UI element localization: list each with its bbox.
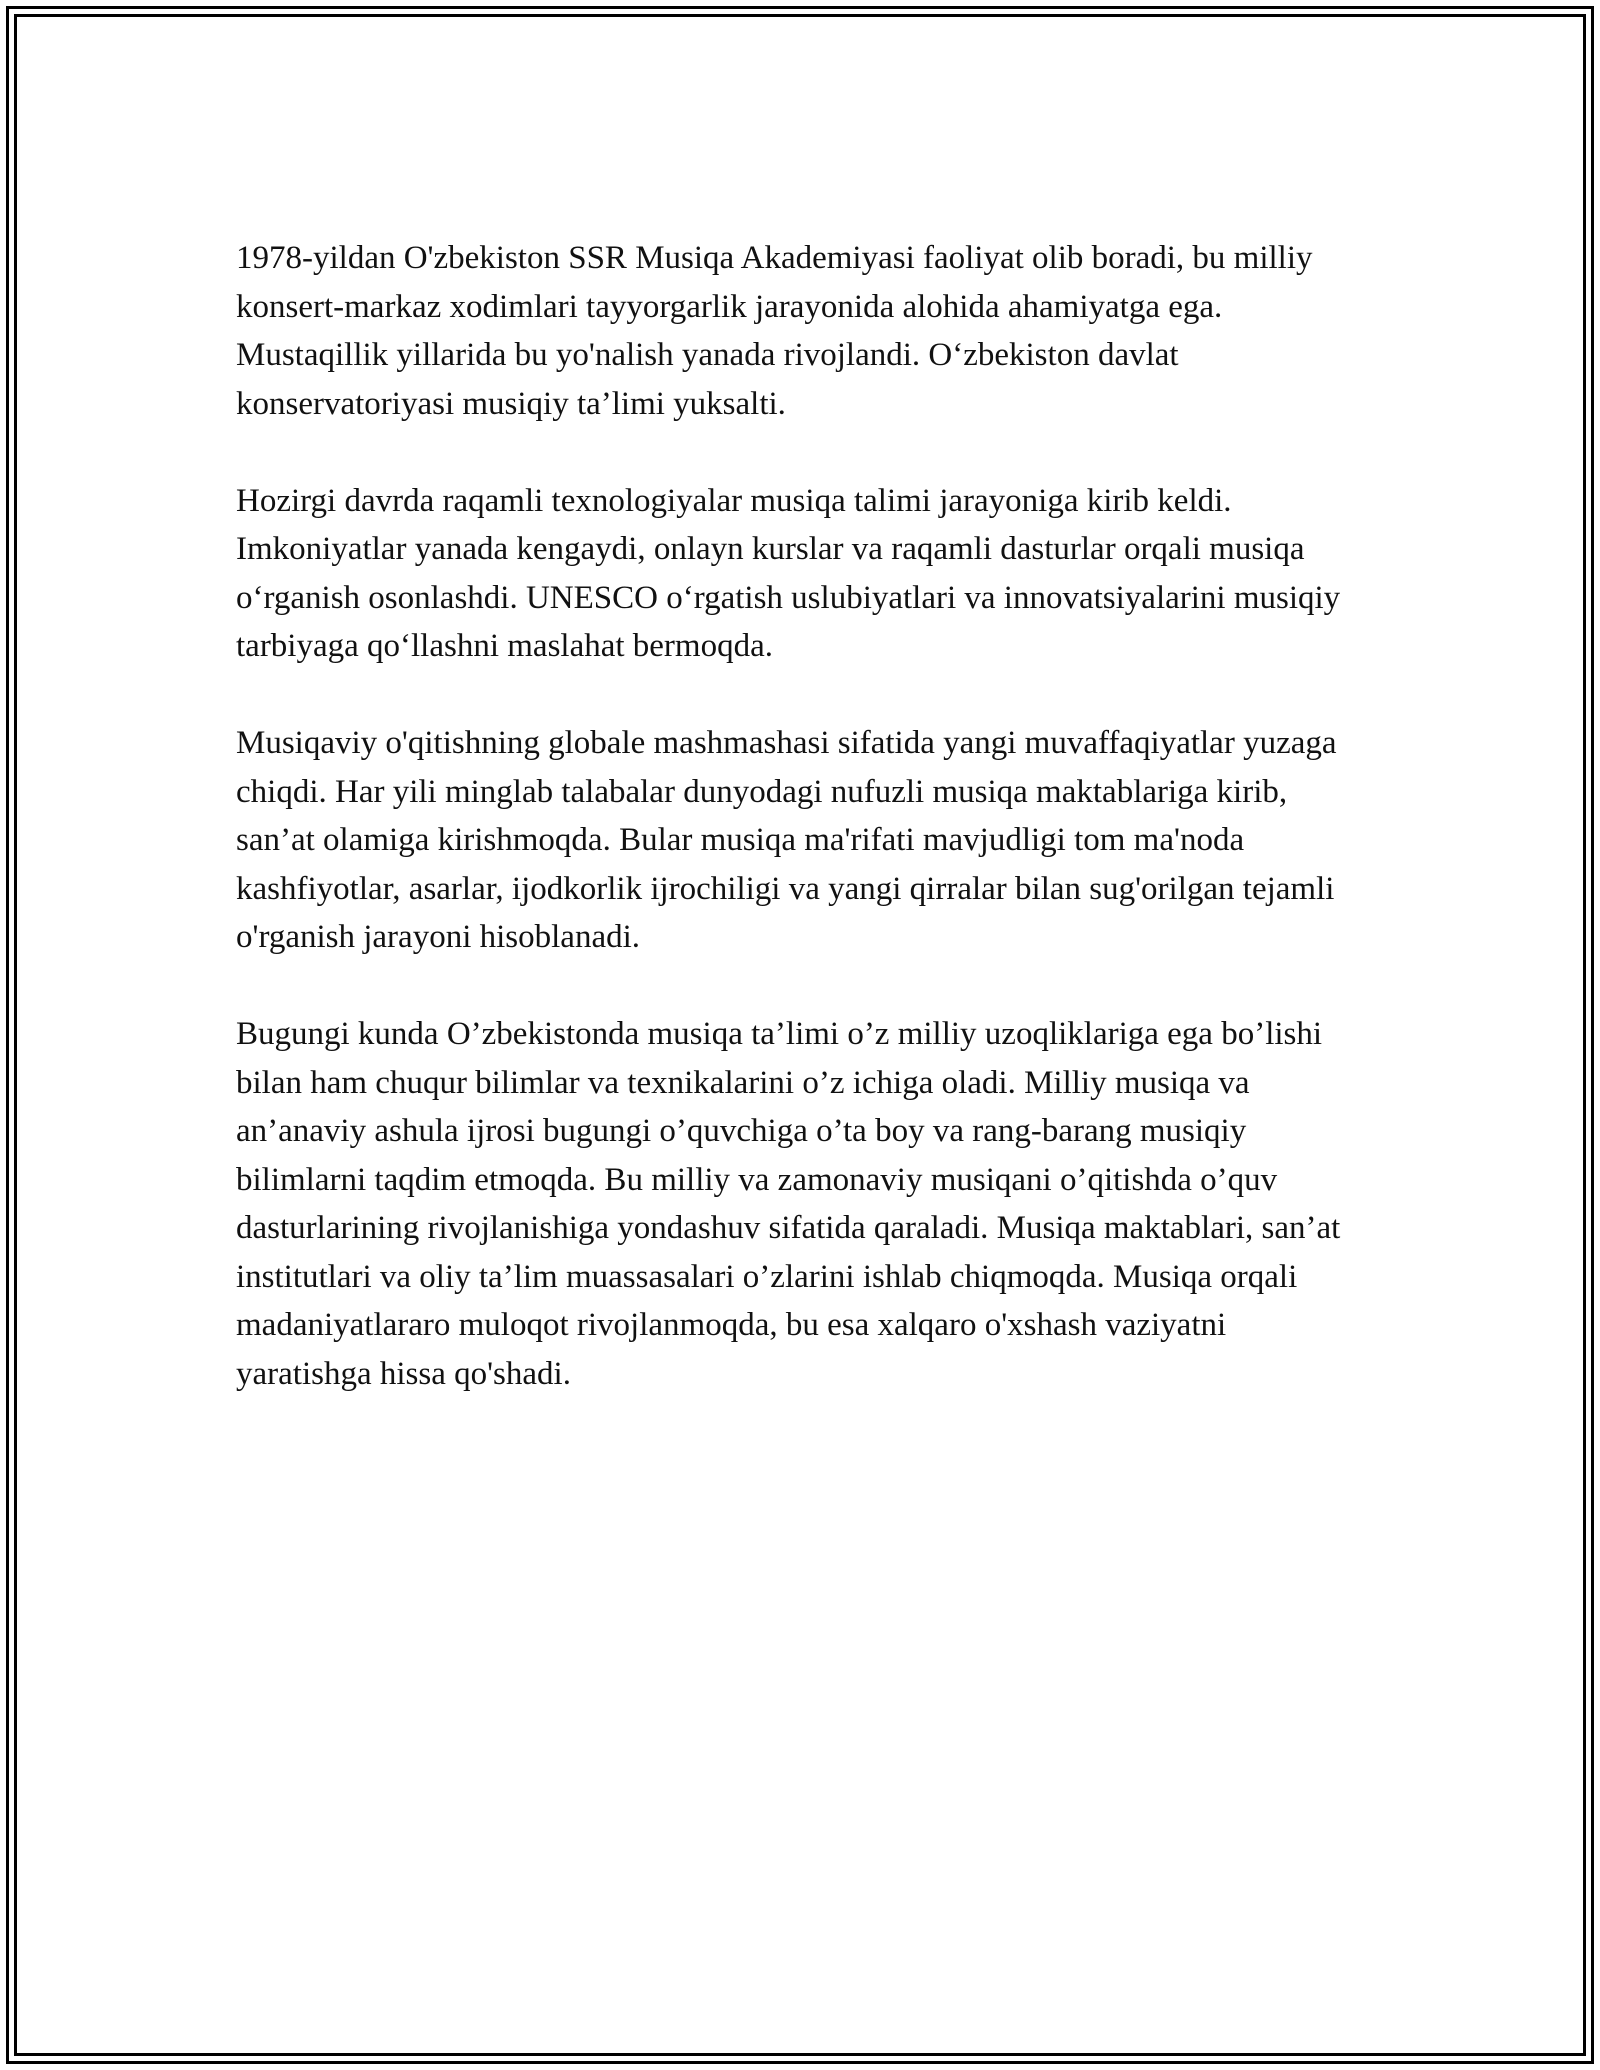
paragraph-4: Bugungi kunda O’zbekistonda musiqa ta’limi o’z milliy uzoqliklariga ega bo’lishi bilan ham chuqur bilimlar va texnikalarini o’z ichiga oladi. Milliy musiqa va an’anaviy ashula ijrosi bugungi o’quvchiga o’ta boy va rang-barang musiqiy bilimlarni taqdim etmoqda. Bu milliy va zamonaviy musiqani o’qitishda o’quv dasturlarining rivojlanishiga yondashuv sifatida qaraladi. Musiqa maktablari, san’at institutlari va oliy ta’lim muassasalari o’zlarini ishlab chiqmoqda. Musiqa orqali madaniyatlararo muloqot rivojlanmoqda, bu esa xalqaro o'xshash vaziyatni yaratishga hissa qo'shadi. [236,1016,1341,1392]
paragraph-3: Musiqaviy o'qitishning globale mashmashasi sifatida yangi muvaffaqiyatlar yuzaga chiqdi. Har yili minglab talabalar dunyodagi nufuzli musiqa maktablariga kirib, san’at olamiga kirishmoqda. Bular musiqa ma'rifati mavjudligi tom ma'noda kashfiyotlar, asarlar, ijodkorlik ijrochiligi va yangi qirralar bilan sug'orilgan tejamli o'rganish jarayoni hisoblanadi. [236,725,1337,955]
document-body [236,234,1366,1447]
paragraph-2: Hozirgi davrda raqamli texnologiyalar musiqa talimi jarayoniga kirib keldi. Imkoniyatlar yanada kengaydi, onlayn kurslar va raqamli dasturlar orqali musiqa o‘rganish osonlashdi. UNESCO o‘rgatish uslubiyatlari va innovatsiyalarini musiqiy tarbiyaga qo‘llashni maslahat bermoqda. [236,482,1341,664]
paragraph-1: 1978-yildan O'zbekiston SSR Musiqa Akademiyasi faoliyat olib boradi, bu milliy konsert-markaz xodimlari tayyorgarlik jarayonida alohida ahamiyatga ega. Mustaqillik yillarida bu yo'nalish yanada rivojlandi. O‘zbekiston davlat konservatoriyasi musiqiy ta’limi yuksalti. [236,240,1313,422]
